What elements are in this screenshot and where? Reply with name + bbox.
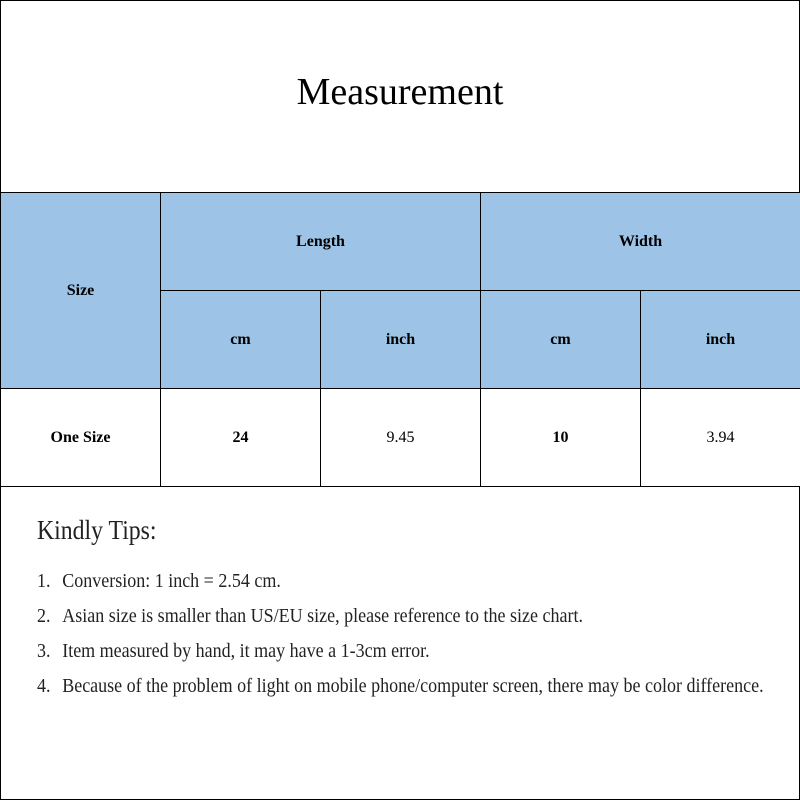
list-item: [37, 634, 775, 669]
tip-text: Conversion: 1 inch = 2.54 cm.: [62, 570, 281, 592]
tip-number: 4.: [37, 675, 51, 697]
tip-text: Asian size is smaller than US/EU size, please reference to the size chart.: [62, 605, 584, 627]
header-width: Width: [481, 193, 800, 291]
list-item: [37, 669, 775, 704]
tip-text: Because of the problem of light on mobile phone/computer screen, there may be color difference.: [62, 675, 764, 697]
cell-width-cm: 10: [481, 389, 641, 487]
tip-number: 1.: [37, 570, 51, 592]
table-row: [1, 389, 800, 487]
size-table: [0, 192, 800, 487]
list-item: [37, 564, 775, 599]
header-width-cm: cm: [481, 291, 641, 389]
cell-length-inch: 9.45: [321, 389, 481, 487]
list-item: [37, 599, 775, 634]
tip-text: Item measured by hand, it may have a 1-3cm error.: [62, 640, 430, 662]
header-width-inch: inch: [641, 291, 800, 389]
header-length: Length: [161, 193, 481, 291]
tips-heading: Kindly Tips:: [37, 515, 157, 545]
header-size: Size: [1, 193, 161, 389]
tip-number: 2.: [37, 605, 51, 627]
cell-length-cm: 24: [161, 389, 321, 487]
tip-number: 3.: [37, 640, 51, 662]
cell-size: One Size: [1, 389, 161, 487]
page-title: Measurement: [296, 71, 504, 113]
header-length-cm: cm: [161, 291, 321, 389]
tips-section: [37, 515, 777, 704]
header-length-inch: inch: [321, 291, 481, 389]
tips-list: [37, 564, 777, 704]
cell-width-inch: 3.94: [641, 389, 800, 487]
